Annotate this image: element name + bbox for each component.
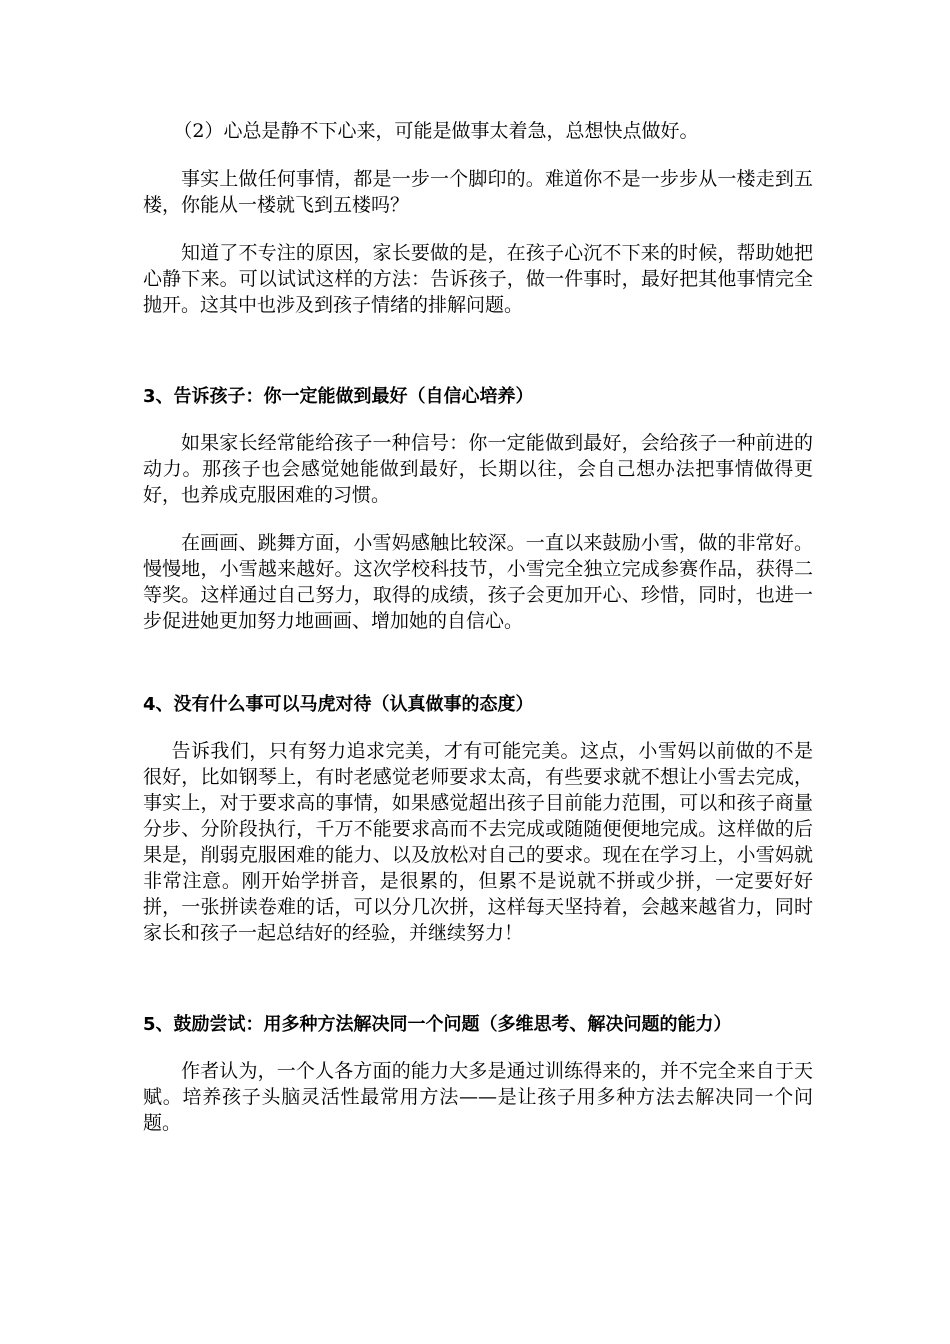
- section-3-paragraph-1: 如果家长经常能给孩子一种信号：你一定能做到最好，会给孩子一种前进的动力。那孩子也会感觉她能做到最好，长期以往，会自己想办法把事情做得更好，也养成克服困难的习惯。: [143, 432, 813, 506]
- section-4-heading: 4、没有什么事可以马虎对待（认真做事的态度）: [143, 694, 534, 715]
- document-body: [143, 118, 813, 1136]
- section-5-heading: 5、鼓励尝试：用多种方法解决同一个问题（多维思考、解决问题的能力）: [143, 1014, 732, 1035]
- section-4-paragraph-1: 告诉我们，只有努力追求完美，才有可能完美。这点，小雪妈以前做的不是很好，比如钢琴上，有时老感觉老师要求太高，有些要求就不想让小雪去完成，事实上，对于要求高的事情，如果感觉超出孩子目前能力范围，可以和孩子商量分步、分阶段执行，千万不能要求高而不去完成或随随便便地完成。这样做的后果是，削弱克服困难的能力、以及放松对自己的要求。现在在学习上，小雪妈就非常注意。刚开始学拼音，是很累的，但累不是说就不拼或少拼，一定要好好拼，一张拼读卷难的话，可以分几次拼，这样每天坚持着，会越来越省力，同时家长和孩子一起总结好的经验，并继续努力！: [143, 740, 813, 944]
- section-5-paragraph-1: 作者认为，一个人各方面的能力大多是通过训练得来的，并不完全来自于天赋。培养孩子头脑灵活性最常用方法——是让孩子用多种方法去解决同一个问题。: [143, 1060, 813, 1134]
- section-3-heading: 3、告诉孩子：你一定能做到最好（自信心培养）: [143, 386, 534, 407]
- paragraph-reason-2: （2）心总是静不下心来，可能是做事太着急，总想快点做好。: [173, 120, 699, 142]
- paragraph-calm-down-method: 知道了不专注的原因，家长要做的是，在孩子心沉不下来的时候，帮助她把心静下来。可以试试这样的方法：告诉孩子，做一件事时，最好把其他事情完全抛开。这其中也涉及到孩子情绪的排解问题。: [143, 242, 813, 316]
- paragraph-step-by-step: 事实上做任何事情，都是一步一个脚印的。难道你不是一步步从一楼走到五楼，你能从一楼就飞到五楼吗？: [143, 168, 813, 216]
- section-3-paragraph-2: 在画画、跳舞方面，小雪妈感触比较深。一直以来鼓励小雪，做的非常好。慢慢地，小雪越来越好。这次学校科技节，小雪完全独立完成参赛作品，获得二等奖。这样通过自己努力，取得的成绩，孩子会更加开心、珍惜，同时，也进一步促进她更加努力地画画、增加她的自信心。: [143, 532, 813, 632]
